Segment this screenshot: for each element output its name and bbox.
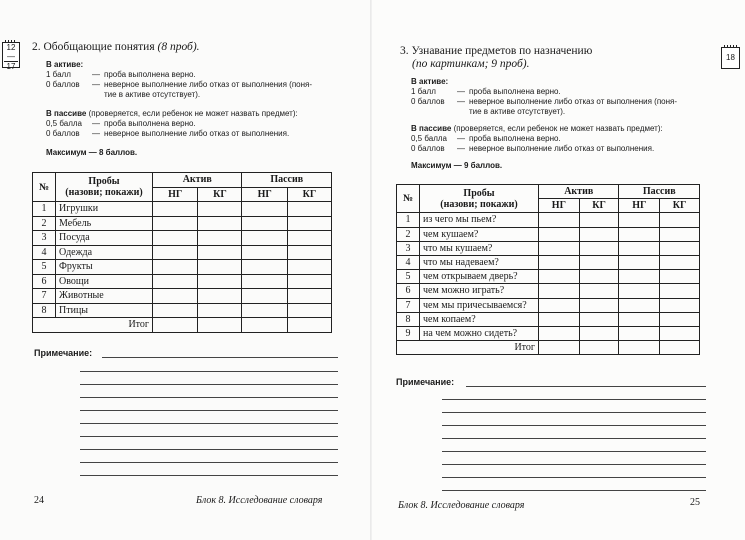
- row-label: из чего мы пьем?: [420, 213, 539, 227]
- left-page: [0, 0, 372, 540]
- col-probe-header: [420, 185, 539, 213]
- cell[interactable]: [539, 326, 580, 340]
- cell[interactable]: [660, 341, 700, 355]
- cell[interactable]: [242, 274, 287, 289]
- table-row: [397, 213, 700, 227]
- col-kg-header: КГ: [287, 187, 331, 202]
- table-row: [397, 255, 700, 269]
- row-number: 2: [397, 227, 420, 241]
- tab-label: 18: [726, 53, 735, 62]
- section-title: [400, 45, 592, 71]
- cell[interactable]: [579, 270, 619, 284]
- cell[interactable]: [539, 298, 580, 312]
- section-title-note: (по картинкам; 9 проб).: [412, 58, 530, 70]
- row-label: Одежда: [56, 245, 153, 260]
- cell[interactable]: [153, 231, 198, 246]
- total-label: Итог: [397, 341, 539, 355]
- note-line[interactable]: [80, 449, 338, 450]
- note-line[interactable]: [80, 436, 338, 437]
- cell[interactable]: [579, 227, 619, 241]
- table-row: [397, 312, 700, 326]
- col-kg-header: КГ: [660, 199, 700, 213]
- col-probe-title: Пробы: [88, 176, 120, 187]
- score-description: неверное выполнение либо отказ от выполнения (поня-: [469, 97, 678, 106]
- col-kg-header: КГ: [579, 199, 619, 213]
- dash: —: [457, 87, 465, 96]
- row-label: Птицы: [56, 303, 153, 318]
- active-heading: В активе:: [411, 77, 449, 86]
- cell[interactable]: [660, 213, 700, 227]
- cell[interactable]: [579, 312, 619, 326]
- dash: —: [457, 144, 465, 153]
- row-label: чем мы причесываемся?: [420, 298, 539, 312]
- total-row: [397, 341, 700, 355]
- cell[interactable]: [153, 245, 198, 260]
- cell[interactable]: [660, 241, 700, 255]
- note-label: Примечание:: [396, 377, 455, 387]
- score-value: 0,5 балла: [46, 119, 82, 128]
- col-active-header: Актив: [153, 173, 242, 188]
- col-probe-title: Пробы: [463, 187, 495, 199]
- scoring-row: [411, 144, 736, 154]
- note-line[interactable]: [80, 371, 338, 372]
- cell[interactable]: [619, 241, 660, 255]
- row-number: 8: [33, 303, 56, 318]
- note-line[interactable]: [442, 464, 706, 465]
- section-title: [32, 41, 200, 54]
- row-number: 3: [397, 241, 420, 255]
- active-scoring: [411, 77, 736, 117]
- cell[interactable]: [153, 289, 198, 304]
- tab-top-label: 12—: [6, 43, 16, 61]
- table-row: [33, 303, 332, 318]
- note-line[interactable]: [442, 399, 706, 400]
- row-number: 8: [397, 312, 420, 326]
- row-label: что мы кушаем?: [420, 241, 539, 255]
- cell[interactable]: [660, 326, 700, 340]
- total-label: Итог: [33, 318, 153, 333]
- row-label: чем открываем дверь?: [420, 270, 539, 284]
- cell[interactable]: [242, 216, 287, 231]
- cell[interactable]: [660, 270, 700, 284]
- note-line[interactable]: [80, 384, 338, 385]
- row-label: чем кушаем?: [420, 227, 539, 241]
- scoring-row: [46, 70, 364, 80]
- row-label: на чем можно сидеть?: [420, 326, 539, 340]
- cell[interactable]: [153, 274, 198, 289]
- cell[interactable]: [579, 284, 619, 298]
- note-line[interactable]: [466, 386, 706, 387]
- row-number: 7: [33, 289, 56, 304]
- cell[interactable]: [198, 303, 242, 318]
- binder-rings-icon: [5, 40, 17, 43]
- cell[interactable]: [242, 303, 287, 318]
- note-line[interactable]: [80, 410, 338, 411]
- maximum-score: Максимум — 9 баллов.: [411, 161, 503, 170]
- cell[interactable]: [579, 298, 619, 312]
- cell[interactable]: [287, 289, 331, 304]
- score-value: 0 баллов: [411, 97, 445, 106]
- active-scoring: [46, 60, 364, 100]
- row-number: 5: [33, 260, 56, 275]
- cell[interactable]: [242, 289, 287, 304]
- cell[interactable]: [539, 284, 580, 298]
- scoring-row: [46, 119, 364, 129]
- cell[interactable]: [539, 255, 580, 269]
- col-ng-header: НГ: [242, 187, 287, 202]
- cell[interactable]: [619, 284, 660, 298]
- running-footer: Блок 8. Исследование словаря: [196, 495, 323, 506]
- dash: —: [457, 134, 465, 143]
- cell[interactable]: [198, 318, 242, 333]
- row-label: что мы надеваем?: [420, 255, 539, 269]
- score-value: 0 баллов: [46, 129, 80, 138]
- note-line[interactable]: [442, 477, 706, 478]
- score-description-continuation: тие в активе отсутствует).: [469, 107, 566, 116]
- cell[interactable]: [198, 245, 242, 260]
- cell[interactable]: [287, 245, 331, 260]
- scoring-row: [411, 134, 736, 144]
- score-description: неверное выполнение либо отказ от выполнения (поня-: [104, 80, 313, 89]
- passive-scoring: [411, 124, 736, 154]
- scoring-row: [46, 80, 364, 90]
- score-description: неверное выполнение либо отказ от выполнения.: [104, 129, 290, 138]
- col-number-header: №: [397, 185, 420, 213]
- cell[interactable]: [287, 274, 331, 289]
- score-value: 0 баллов: [411, 144, 445, 153]
- cell[interactable]: [287, 318, 331, 333]
- row-label: Животные: [56, 289, 153, 304]
- cell[interactable]: [287, 303, 331, 318]
- col-ng-header: НГ: [153, 187, 198, 202]
- note-line[interactable]: [80, 462, 338, 463]
- cell[interactable]: [242, 231, 287, 246]
- scoring-row: [411, 97, 736, 107]
- cell[interactable]: [242, 245, 287, 260]
- row-label: Игрушки: [56, 202, 153, 217]
- score-value: 0,5 балла: [411, 134, 447, 143]
- cell[interactable]: [619, 312, 660, 326]
- row-number: 9: [397, 326, 420, 340]
- dash: —: [92, 129, 100, 138]
- col-probe-header: [56, 173, 153, 202]
- passive-heading: В пассиве: [411, 124, 452, 133]
- passive-heading-note: (проверяется, если ребенок не может назвать предмет):: [453, 124, 663, 133]
- note-line[interactable]: [442, 425, 706, 426]
- row-number: 4: [33, 245, 56, 260]
- row-number: 2: [33, 216, 56, 231]
- cell[interactable]: [539, 213, 580, 227]
- cell[interactable]: [619, 270, 660, 284]
- col-passive-header: Пассив: [619, 185, 700, 199]
- cell[interactable]: [619, 341, 660, 355]
- cell[interactable]: [287, 260, 331, 275]
- col-ng-header: НГ: [539, 199, 580, 213]
- row-label: чем можно играть?: [420, 284, 539, 298]
- row-number: 4: [397, 255, 420, 269]
- dash: —: [92, 70, 100, 79]
- passive-heading-note: (проверяется, если ребенок не может назвать предмет):: [88, 109, 298, 118]
- cell[interactable]: [153, 318, 198, 333]
- section-title-text: Обобщающие понятия: [43, 41, 155, 53]
- cell[interactable]: [539, 241, 580, 255]
- cell[interactable]: [198, 231, 242, 246]
- cell[interactable]: [660, 312, 700, 326]
- results-table: [396, 184, 700, 355]
- cell[interactable]: [198, 289, 242, 304]
- row-number: 6: [397, 284, 420, 298]
- table-row: [397, 227, 700, 241]
- page-number: 24: [34, 495, 44, 506]
- row-label: Овощи: [56, 274, 153, 289]
- table-row: [33, 245, 332, 260]
- cell[interactable]: [287, 216, 331, 231]
- note-line[interactable]: [442, 412, 706, 413]
- col-probe-subtitle: (назови; покажи): [65, 187, 143, 198]
- row-number: 5: [397, 270, 420, 284]
- note-line[interactable]: [442, 490, 706, 491]
- scoring-row: [46, 129, 364, 139]
- section-number: 2.: [32, 41, 41, 53]
- col-kg-header: КГ: [198, 187, 242, 202]
- note-line[interactable]: [102, 357, 338, 358]
- score-value: 1 балл: [411, 87, 436, 96]
- cell[interactable]: [198, 260, 242, 275]
- cell[interactable]: [287, 202, 331, 217]
- note-line[interactable]: [442, 438, 706, 439]
- cell[interactable]: [579, 341, 619, 355]
- row-label: Мебель: [56, 216, 153, 231]
- row-number: 1: [397, 213, 420, 227]
- cell[interactable]: [619, 213, 660, 227]
- cell[interactable]: [579, 326, 619, 340]
- section-tab-left: [2, 42, 20, 71]
- note-line[interactable]: [80, 475, 338, 476]
- score-value: 1 балл: [46, 70, 71, 79]
- row-number: 7: [397, 298, 420, 312]
- cell[interactable]: [579, 213, 619, 227]
- table-row: [33, 260, 332, 275]
- table-row: [33, 231, 332, 246]
- table-row: [397, 326, 700, 340]
- table-row: [33, 289, 332, 304]
- total-row: [33, 318, 332, 333]
- cell[interactable]: [242, 202, 287, 217]
- cell[interactable]: [539, 227, 580, 241]
- row-number: 3: [33, 231, 56, 246]
- cell[interactable]: [619, 227, 660, 241]
- cell[interactable]: [619, 326, 660, 340]
- cell[interactable]: [198, 274, 242, 289]
- cell[interactable]: [153, 216, 198, 231]
- cell[interactable]: [153, 202, 198, 217]
- score-description-continuation: тие в активе отсутствует).: [104, 90, 201, 99]
- cell[interactable]: [287, 231, 331, 246]
- cell[interactable]: [242, 260, 287, 275]
- section-tab-right: [721, 47, 740, 69]
- section-title-note: (8 проб).: [157, 41, 200, 53]
- col-passive-header: Пассив: [242, 173, 332, 188]
- cell[interactable]: [153, 303, 198, 318]
- cell[interactable]: [619, 298, 660, 312]
- cell[interactable]: [539, 270, 580, 284]
- scoring-row: [411, 87, 736, 97]
- cell[interactable]: [539, 312, 580, 326]
- score-description: неверное выполнение либо отказ от выполнения.: [469, 144, 655, 153]
- row-label: чем копаем?: [420, 312, 539, 326]
- note-line[interactable]: [442, 451, 706, 452]
- col-number-header: №: [33, 173, 56, 202]
- cell[interactable]: [198, 202, 242, 217]
- cell[interactable]: [660, 255, 700, 269]
- note-label: Примечание:: [34, 348, 93, 358]
- row-number: 6: [33, 274, 56, 289]
- cell[interactable]: [660, 284, 700, 298]
- page-number: 25: [690, 497, 700, 508]
- note-line[interactable]: [80, 397, 338, 398]
- dash: —: [92, 119, 100, 128]
- row-number: 1: [33, 202, 56, 217]
- results-table: [32, 172, 332, 333]
- table-row: [397, 241, 700, 255]
- binder-rings-icon: [724, 45, 737, 48]
- cell[interactable]: [619, 255, 660, 269]
- dash: —: [92, 80, 100, 89]
- cell[interactable]: [579, 241, 619, 255]
- note-line[interactable]: [80, 423, 338, 424]
- table-row: [397, 270, 700, 284]
- score-description: проба выполнена верно.: [104, 70, 196, 79]
- passive-heading: В пассиве: [46, 109, 87, 118]
- score-description: проба выполнена верно.: [469, 87, 561, 96]
- running-footer: Блок 8. Исследование словаря: [398, 500, 525, 511]
- score-description: проба выполнена верно.: [469, 134, 561, 143]
- col-probe-subtitle: (назови; покажи): [440, 198, 518, 210]
- table-row: [397, 284, 700, 298]
- table-row: [33, 216, 332, 231]
- cell[interactable]: [579, 255, 619, 269]
- row-label: Посуда: [56, 231, 153, 246]
- score-value: 0 баллов: [46, 80, 80, 89]
- score-description: проба выполнена верно.: [104, 119, 196, 128]
- table-row: [397, 298, 700, 312]
- col-active-header: Актив: [539, 185, 619, 199]
- cell[interactable]: [539, 341, 580, 355]
- cell[interactable]: [198, 216, 242, 231]
- cell[interactable]: [242, 318, 287, 333]
- row-label: Фрукты: [56, 260, 153, 275]
- table-row: [33, 202, 332, 217]
- active-heading: В активе:: [46, 60, 84, 69]
- cell[interactable]: [153, 260, 198, 275]
- section-title-text: Узнавание предметов по назначению: [411, 45, 593, 57]
- col-ng-header: НГ: [619, 199, 660, 213]
- tab-bottom-label: 17: [6, 62, 16, 71]
- maximum-score: Максимум — 8 баллов.: [46, 148, 138, 157]
- section-number: 3.: [400, 45, 409, 57]
- passive-scoring: [46, 109, 364, 139]
- table-row: [33, 274, 332, 289]
- dash: —: [457, 97, 465, 106]
- cell[interactable]: [660, 227, 700, 241]
- cell[interactable]: [660, 298, 700, 312]
